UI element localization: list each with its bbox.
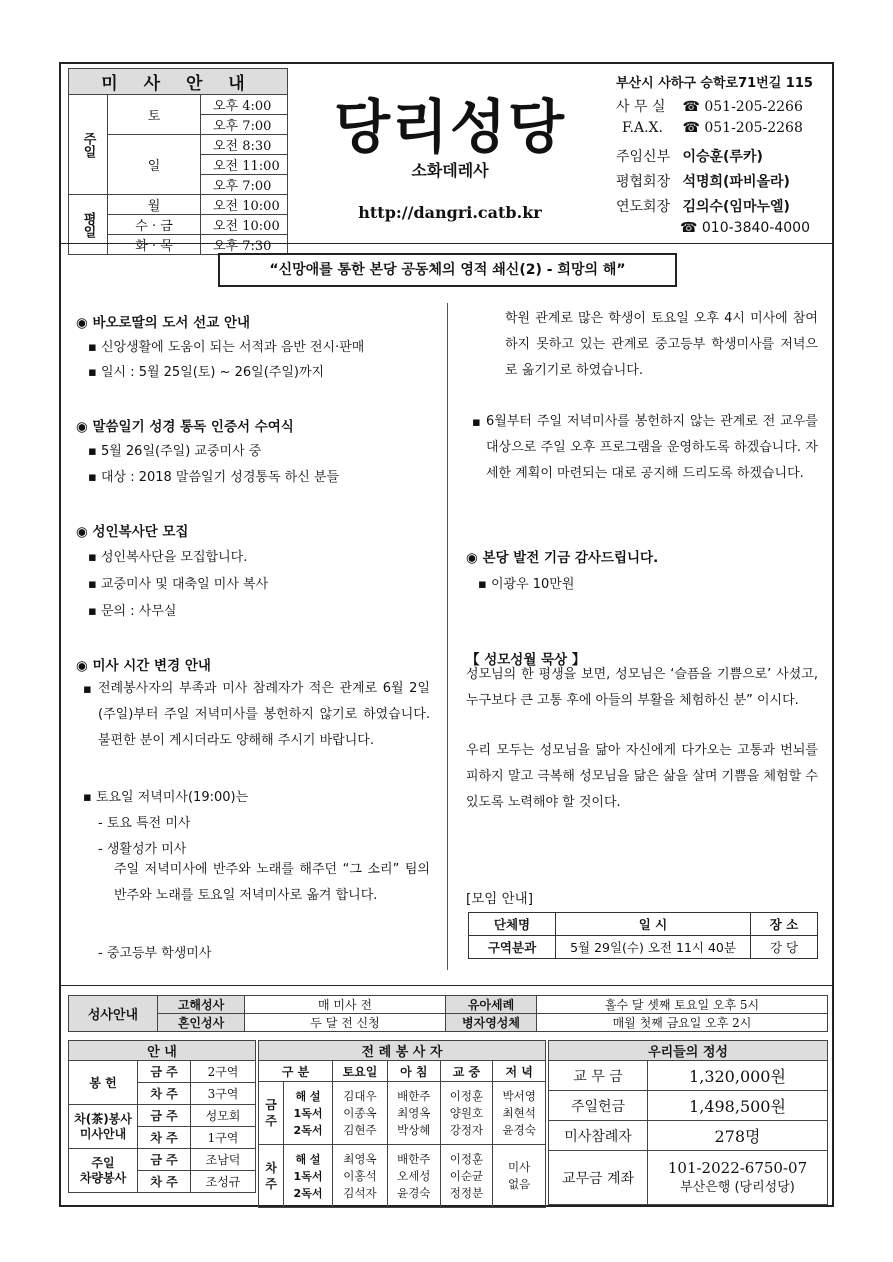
offering-value: 1,320,000원 [648,1061,828,1091]
council-line [616,171,790,191]
sacrament-info: 매월 첫째 금요일 오후 2시 [537,1014,828,1032]
service-value: 3구역 [191,1083,256,1105]
paragraph: 성모님의 한 평생을 보면, 성모님은 ‘슬픔을 기쁨으로’ 사셨고, 누구보다 큰 고통 후에 아들의 부활을 체험하신 분” 이시다. [466,667,818,708]
meeting-title: [모임 안내] [466,891,533,907]
meeting-cell: 강 당 [751,936,818,959]
bullet-marker: ▪ [83,682,92,697]
mass-day: 월 [108,195,201,215]
church-url[interactable]: http://dangri.catb.kr [358,203,542,222]
weekday-label: 평일 [69,195,108,255]
service-value: 조남덕 [191,1149,256,1171]
paragraph: 학원 관계로 많은 학생이 토요일 오후 4시 미사에 참여하지 못하고 있는 관계로 중고등부 학생미사를 저녁으로 옮기기로 하였습니다. [505,311,818,378]
sacraments-table [68,995,828,1032]
header-divider [59,243,834,244]
sacrament-info: 매 미사 전 [245,996,446,1014]
fax-phone: ☎ 051-205-2268 [682,120,803,136]
mass-time: 오전 10:00 [201,215,288,235]
liturgy-col-header: 저 녁 [493,1061,546,1082]
week-label: 금 주 [138,1149,191,1171]
liturgy-col-header: 교 중 [440,1061,493,1082]
sacrament-name: 혼인성사 [158,1014,245,1032]
meeting-header: 단체명 [469,913,556,936]
union-label: 연도회장 [616,199,671,215]
offering-duty-label: 봉 헌 [69,1061,138,1105]
server-names: 최영옥 이홍석 김석자 [333,1145,388,1208]
list-item: ▪ 문의 : 사무실 [88,604,177,619]
offering-value: 1,498,500원 [648,1091,828,1121]
footer-divider [59,985,834,986]
sunday-label: 주일 [69,95,108,195]
mass-time: 오후 7:30 [201,235,288,255]
section-title: ◉ 성인복사단 모집 [76,524,189,540]
week-label: 금 주 [138,1061,191,1083]
paragraph: 우리 모두는 성모님을 닮아 자신에게 다가오는 고통과 번뇌를 피하지 말고 극복해 성모님을 닮은 삶을 살며 기쁨을 체험할 수 있도록 노력해야 할 것이다. [466,743,818,810]
mass-day: 토 [108,95,201,135]
section-title: ◉ 바오로딸의 도서 선교 안내 [76,315,251,331]
church-name: 당리성당 [333,93,567,161]
mass-time: 오전 11:00 [201,155,288,175]
office-label: 사 무 실 [616,99,666,115]
list-item: ▪ 교중미사 및 대축일 미사 복사 [88,577,269,592]
sacrament-info: 홀수 달 셋째 토요일 오후 5시 [537,996,828,1014]
service-value: 1구역 [191,1127,256,1149]
list-item: ▪ 이광우 10만원 [478,577,575,592]
service-table [68,1040,256,1193]
server-names: 박서영 최현석 윤경숙 [493,1082,546,1145]
union-name: 김의수(임마누엘) [682,199,790,215]
liturgy-roles: 해 설 1독서 2독서 [284,1082,333,1145]
service-value: 조성규 [191,1171,256,1193]
meeting-header: 장 소 [751,913,818,936]
theme-banner: “신망애를 통한 본당 공동체의 영적 쇄신(2) - 희망의 해” [218,253,677,287]
this-week-label: 금 주 [259,1082,284,1145]
mass-time: 오전 8:30 [201,135,288,155]
list-item: ▪ 일시 : 5월 25일(토) ~ 26일(주일)까지 [88,365,325,380]
union-line [616,196,790,216]
fax-line [616,120,803,136]
meeting-table [468,912,818,959]
week-label: 차 주 [138,1083,191,1105]
account-info [648,1151,828,1205]
offering-label: 미사참례자 [549,1121,648,1151]
sacrament-name: 유아세례 [446,996,537,1014]
week-label: 금 주 [138,1105,191,1127]
week-label: 차 주 [138,1127,191,1149]
offering-header: 우리들의 정성 [549,1041,828,1061]
sacrament-info: 두 달 전 신청 [245,1014,446,1032]
account-number: 101-2022-6750-07 [667,1158,808,1177]
offering-label: 주일헌금 [549,1091,648,1121]
next-week-label: 차 주 [259,1145,284,1208]
union-phone: ☎ 010-3840-4000 [680,220,810,236]
offering-label: 교 무 금 [549,1061,648,1091]
mass-day: 수 · 금 [108,215,201,235]
sacraments-label: 성사안내 [69,996,158,1032]
meeting-header: 일 시 [556,913,751,936]
week-label: 차 주 [138,1171,191,1193]
section-title: ◉ 미사 시간 변경 안내 [76,658,211,674]
service-value: 성모회 [191,1105,256,1127]
address: 부산시 사하구 승학로71번길 115 [616,76,813,91]
fax-label: F.A.X. [622,120,663,136]
account-label: 교무금 계좌 [549,1151,648,1205]
list-item: - 중고등부 학생미사 [98,946,212,961]
liturgy-table [258,1040,546,1208]
section-title: ◉ 본당 발전 기금 감사드립니다. [466,550,659,566]
liturgy-col-header: 아 침 [387,1061,440,1082]
list-item: ▪ 토요일 저녁미사(19:00)는 [83,790,249,805]
mass-time: 오후 4:00 [201,95,288,115]
service-value: 2구역 [191,1061,256,1083]
offering-value: 278명 [648,1121,828,1151]
account-bank: 부산은행 (당리성당) [680,1179,795,1195]
list-item: ▪ 5월 26일(주일) 교중미사 중 [88,444,262,459]
offering-table [548,1040,828,1205]
council-label: 평협회장 [616,174,671,190]
sacrament-name: 고해성사 [158,996,245,1014]
liturgy-col-header: 구 분 [259,1061,333,1082]
office-phone: ☎ 051-205-2266 [682,99,803,115]
council-name: 석명희(파비올라) [682,174,790,190]
section-title: 【 성모성월 묵상 】 [466,652,586,668]
mass-time: 오전 10:00 [201,195,288,215]
paragraph: 6월부터 주일 저녁미사를 봉헌하지 않는 관계로 전 교우를 대상으로 주일 오후 프로그램을 운영하도록 하겠습니다. 자세한 계획이 마련되는 대로 공지해 드리도록 하겠습니다. [486,414,818,481]
server-names: 배한주 최영옥 박상혜 [387,1082,440,1145]
liturgy-col-header: 토요일 [333,1061,388,1082]
list-item: ▪ 신앙생활에 도움이 되는 서적과 음반 전시·판매 [88,340,365,355]
service-header: 안 내 [69,1041,256,1061]
list-item: ▪ 대상 : 2018 말씀일기 성경통독 하신 분들 [88,470,340,485]
priest-name: 이승훈(루카) [682,149,763,165]
column-divider [447,303,448,970]
mass-day: 일 [108,135,201,195]
office-line [616,96,803,116]
section-title: ◉ 말씀일기 성경 통독 인증서 수여식 [76,419,294,435]
meeting-cell: 5월 29일(수) 오전 11시 40분 [556,936,751,959]
bullet-marker: ▪ [472,415,481,430]
list-item: - 토요 특전 미사 [98,816,191,831]
server-names: 미사 없음 [493,1145,546,1208]
mass-schedule-table [68,68,288,255]
server-names: 이정훈 양원호 강정자 [440,1082,493,1145]
car-service-label: 주일 차량봉사 [69,1149,138,1193]
server-names: 김대우 이종옥 김현주 [333,1082,388,1145]
list-item: ▪ 성인복사단을 모집합니다. [88,550,248,565]
meeting-cell: 구역분과 [469,936,556,959]
church-patron: 소화데레사 [411,161,489,180]
mass-day: 화 · 목 [108,235,201,255]
list-item: - 생활성가 미사 [98,842,187,857]
priest-line [616,146,763,166]
paragraph: 주일 저녁미사에 반주와 노래를 해주던 “그 소리” 팀의 반주와 노래를 토요일 저녁미사로 옮겨 합니다. [114,862,430,903]
sacrament-name: 병자영성체 [446,1014,537,1032]
server-names: 배한주 오세성 윤경숙 [387,1145,440,1208]
tea-service-label: 차(茶)봉사 미사안내 [69,1105,138,1149]
liturgy-roles: 해 설 1독서 2독서 [284,1145,333,1208]
priest-label: 주임신부 [616,149,671,165]
mass-time: 오후 7:00 [201,175,288,195]
liturgy-header: 전 례 봉 사 자 [259,1041,546,1061]
mass-time: 오후 7:00 [201,115,288,135]
paragraph: 전례봉사자의 부족과 미사 참례자가 적은 관계로 6월 2일(주일)부터 주일 저녁미사를 봉헌하지 않기로 하였습니다. 불편한 분이 계시더라도 양해해 주시기 바랍니다. [98,681,430,748]
mass-header: 미 사 안 내 [69,69,288,95]
server-names: 이정훈 이순균 정정분 [440,1145,493,1208]
